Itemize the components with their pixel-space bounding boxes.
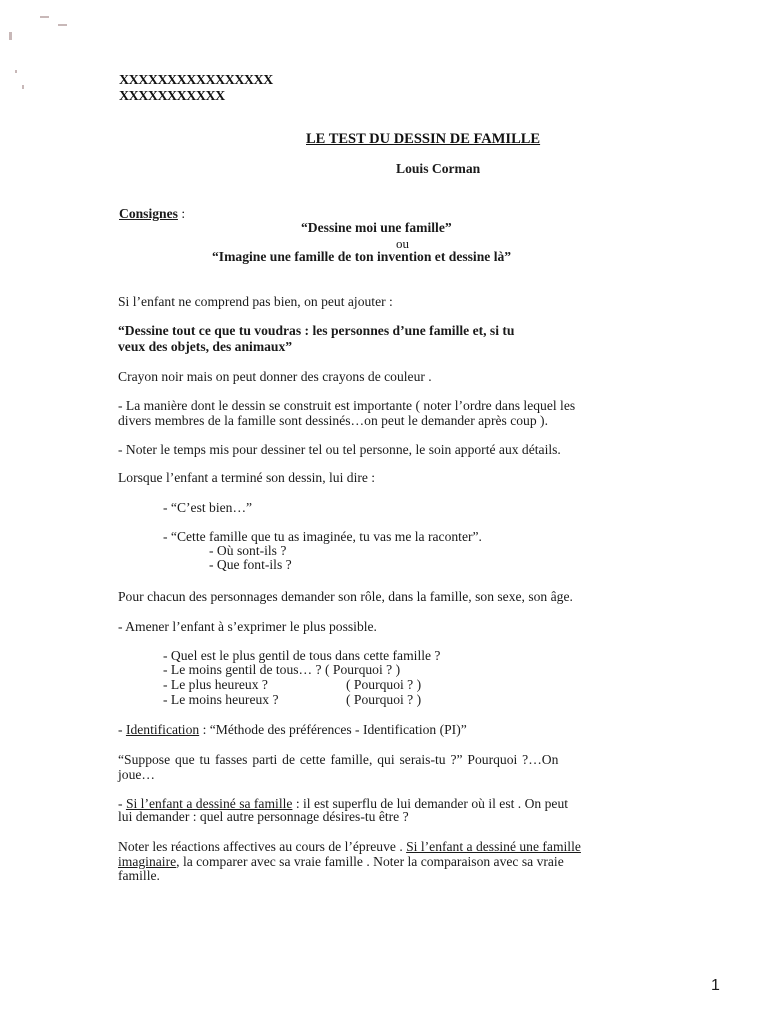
paragraph: - Noter le temps mis pour dessiner tel ou tel personne, le soin apporté aux détails. xyxy=(118,442,561,457)
question-item: - Le moins heureux ? xyxy=(163,692,279,707)
paragraph xyxy=(118,839,581,855)
identification-label: Identification xyxy=(125,722,200,737)
question-item: - Le plus heureux ? xyxy=(163,677,268,692)
redacted-header-line1: XXXXXXXXXXXXXXXX xyxy=(119,73,273,88)
underlined-phrase: Si l’enfant a dessiné une famille xyxy=(406,839,581,854)
scan-speck xyxy=(15,70,17,73)
instruction-or: ou xyxy=(396,236,409,251)
author: Louis Corman xyxy=(396,161,481,176)
consignes-colon: : xyxy=(177,206,186,221)
dash: - xyxy=(118,722,126,737)
quote-item: - Que font-ils ? xyxy=(209,557,292,572)
consignes-label: Consignes xyxy=(119,206,178,221)
paragraph: lui demander : quel autre personnage désires-tu être ? xyxy=(118,809,409,824)
identification-text: : “Méthode des préférences - Identification (PI)” xyxy=(199,722,467,737)
redacted-header-line2: XXXXXXXXXXX xyxy=(119,89,225,104)
page-title: LE TEST DU DESSIN DE FAMILLE xyxy=(306,131,541,147)
paragraph: Crayon noir mais on peut donner des crayons de couleur . xyxy=(118,369,432,384)
instruction-1: “Dessine moi une famille” xyxy=(301,220,452,235)
quote-item: - “Cette famille que tu as imaginée, tu vas me la raconter”. xyxy=(163,529,482,544)
paragraph-bold: veux des objets, des animaux” xyxy=(118,339,293,354)
question-item: - Le moins gentil de tous… ? ( Pourquoi ? ) xyxy=(163,662,401,677)
paragraph: - Amener l’enfant à s’exprimer le plus possible. xyxy=(118,619,377,634)
paragraph-text: Noter les réactions affectives au cours de l’épreuve . xyxy=(118,839,407,854)
question-item: - Quel est le plus gentil de tous dans cette famille ? xyxy=(163,648,441,663)
scan-speck xyxy=(9,32,12,40)
paragraph: Lorsque l’enfant a terminé son dessin, lui dire : xyxy=(118,470,376,485)
scan-speck xyxy=(40,16,49,18)
paragraph: - La manière dont le dessin se construit est importante ( noter l’ordre dans lequel les xyxy=(118,398,576,413)
paragraph: famille. xyxy=(118,868,160,883)
paragraph xyxy=(118,854,564,870)
underlined-phrase: Si l’enfant a dessiné sa famille xyxy=(125,796,293,811)
quote-item: - Où sont-ils ? xyxy=(209,543,287,558)
scan-speck xyxy=(58,24,67,26)
quote-item: - “C’est bien…” xyxy=(163,500,253,515)
identification-line xyxy=(118,722,467,738)
dash: - xyxy=(118,796,126,811)
paragraph: Si l’enfant ne comprend pas bien, on peut ajouter : xyxy=(118,294,393,309)
scan-speck xyxy=(22,85,24,89)
instruction-2: “Imagine une famille de ton invention et dessine là” xyxy=(212,249,512,264)
paragraph: “Suppose que tu fasses parti de cette famille, qui serais-tu ?” Pourquoi ?…On xyxy=(118,752,559,767)
page-number: 1 xyxy=(711,977,720,994)
paragraph-text: , la comparer avec sa vraie famille . Noter la comparaison avec sa vraie xyxy=(176,854,564,869)
paragraph-text: : il est superflu de lui demander où il est . On peut xyxy=(292,796,569,811)
paragraph: divers membres de la famille sont dessinés…on peut le demander après coup ). xyxy=(118,413,548,428)
underlined-phrase: imaginaire xyxy=(118,854,177,869)
paragraph-bold: “Dessine tout ce que tu voudras : les personnes d’une famille et, si tu xyxy=(118,323,515,338)
question-why: ( Pourquoi ? ) xyxy=(346,692,422,707)
paragraph: joue… xyxy=(118,767,155,782)
question-why: ( Pourquoi ? ) xyxy=(346,677,422,692)
consignes-heading xyxy=(119,206,185,222)
paragraph: Pour chacun des personnages demander son rôle, dans la famille, son sexe, son âge. xyxy=(118,589,573,604)
